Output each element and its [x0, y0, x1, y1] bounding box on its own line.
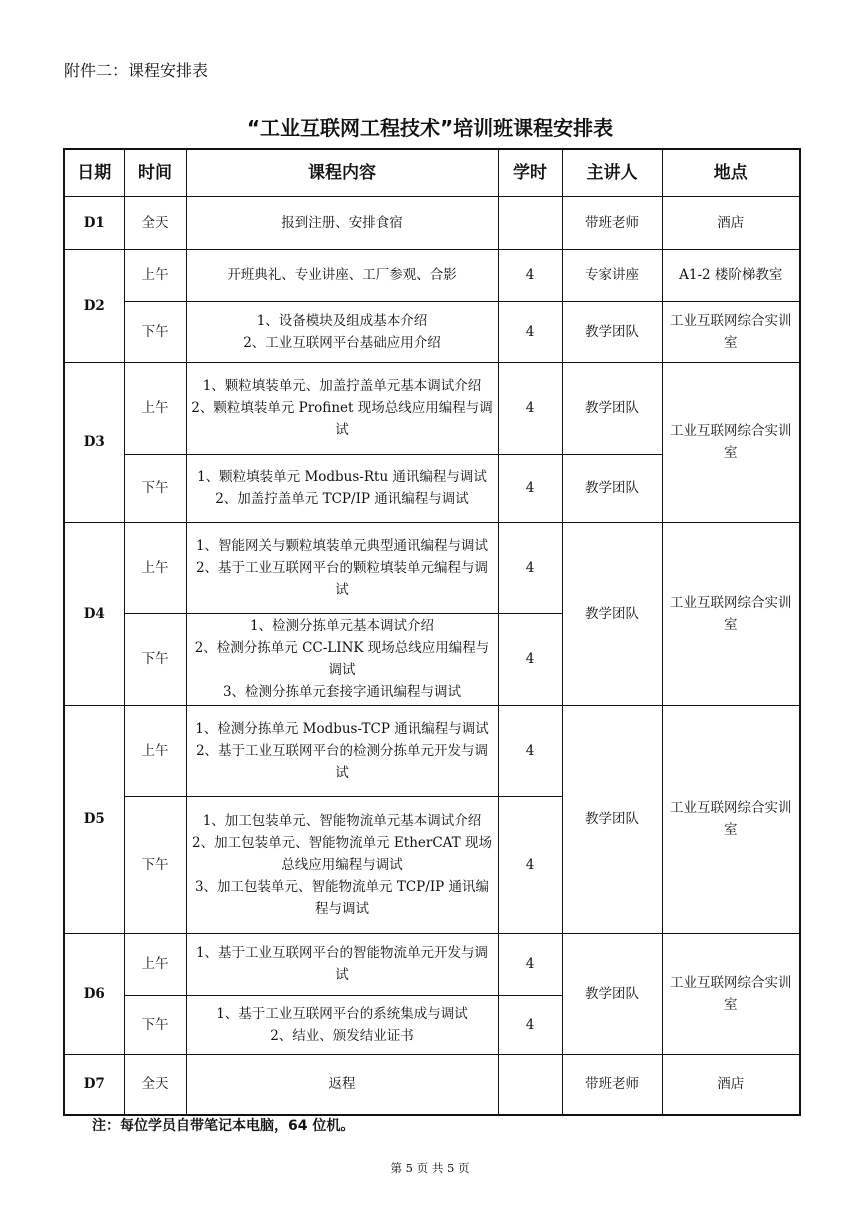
content-cell: [186, 249, 498, 301]
page-title: “工业互联网工程技术”培训班课程安排表: [246, 116, 614, 140]
time-cell: 下午: [124, 454, 186, 522]
location-cell: 酒店: [662, 196, 800, 249]
content-line: 1、基于工业互联网平台的智能物流单元开发与调试: [195, 945, 489, 983]
table-row: [64, 522, 800, 613]
content-line: 1、基于工业互联网平台的系统集成与调试: [216, 1005, 468, 1022]
content-line: 3、加工包装单元、智能物流单元 TCP/IP 通讯编程与调试: [194, 878, 490, 917]
lecturer-cell: 专家讲座: [562, 249, 662, 301]
day-cell: D2: [64, 249, 124, 362]
day-cell: D1: [64, 196, 124, 249]
time-cell: 全天: [124, 196, 186, 249]
hours-cell: 4: [498, 796, 562, 933]
content-line: 1、检测分拣单元基本调试介绍: [249, 618, 435, 634]
time-cell: 下午: [124, 796, 186, 933]
table-row: [64, 933, 800, 995]
time-cell: 全天: [124, 1054, 186, 1115]
time-cell: 下午: [124, 613, 186, 705]
hours-cell: 4: [498, 933, 562, 995]
content-cell: [186, 522, 498, 613]
content-line: 2、基于工业互联网平台的颗粒填装单元编程与调试: [195, 559, 489, 598]
content-cell: [186, 995, 498, 1054]
lecturer-cell: 教学团队: [562, 454, 662, 522]
hours-cell: 4: [498, 522, 562, 613]
attachment-label: 附件二：课程安排表: [64, 61, 209, 80]
page-number: 第 5 页 共 5 页: [390, 1161, 470, 1175]
location-cell: 工业互联网综合实训室: [662, 522, 800, 705]
time-cell: 上午: [124, 933, 186, 995]
hours-cell: 4: [498, 613, 562, 705]
content-line: 2、颗粒填装单元 Profinet 现场总线应用编程与调试: [191, 400, 493, 438]
content-cell: [186, 362, 498, 454]
time-cell: 下午: [124, 995, 186, 1054]
lecturer-cell: 教学团队: [562, 705, 662, 933]
location-cell: 酒店: [662, 1054, 800, 1115]
course-schedule-table: [63, 148, 801, 1116]
hours-cell: 4: [498, 995, 562, 1054]
hours-cell: 4: [498, 301, 562, 362]
content-line: 2、加工包装单元、智能物流单元 EtherCAT 现场总线应用编程与调试: [192, 834, 492, 873]
header-date: 日期: [64, 149, 124, 196]
location-cell: A1-2 楼阶梯教室: [662, 249, 800, 301]
hours-cell: 4: [498, 454, 562, 522]
lecturer-cell: 教学团队: [562, 522, 662, 705]
day-cell: D7: [64, 1054, 124, 1115]
header-lecturer: 主讲人: [562, 149, 662, 196]
content-cell: [186, 196, 498, 249]
time-cell: 上午: [124, 522, 186, 613]
location-cell: 工业互联网综合实训室: [662, 362, 800, 522]
hours-cell: 4: [498, 705, 562, 796]
location-cell: 工业互联网综合实训室: [662, 301, 800, 362]
table-row: [64, 196, 800, 249]
day-cell: D4: [64, 522, 124, 705]
lecturer-cell: 教学团队: [562, 933, 662, 1054]
header-row: [64, 149, 800, 196]
content-line: 2、结业、颁发结业证书: [270, 1027, 414, 1044]
content-line: 报到注册、安排食宿: [281, 214, 403, 231]
lecturer-cell: 带班老师: [562, 1054, 662, 1115]
content-line: 1、智能网关与颗粒填装单元典型通讯编程与调试: [195, 537, 489, 554]
content-line: 1、设备模块及组成基本介绍: [256, 312, 428, 329]
content-line: 2、加盖拧盖单元 TCP/IP 通讯编程与调试: [215, 491, 469, 507]
day-cell: D5: [64, 705, 124, 933]
content-cell: [186, 301, 498, 362]
time-cell: 上午: [124, 362, 186, 454]
content-line: 2、工业互联网平台基础应用介绍: [243, 334, 441, 351]
content-cell: [186, 933, 498, 995]
time-cell: 下午: [124, 301, 186, 362]
content-line: 1、颗粒填装单元、加盖拧盖单元基本调试介绍: [202, 378, 482, 394]
content-cell: [186, 613, 498, 705]
header-location: 地点: [662, 149, 800, 196]
hours-cell: [498, 196, 562, 249]
content-line: 1、检测分拣单元 Modbus-TCP 通讯编程与调试: [195, 720, 489, 737]
content-line: 1、加工包装单元、智能物流单元基本调试介绍: [202, 812, 482, 829]
footnote: 注：每位学员自带笔记本电脑，64 位机。: [92, 1118, 355, 1134]
content-cell: [186, 1054, 498, 1115]
content-line: 1、颗粒填装单元 Modbus-Rtu 通讯编程与调试: [197, 469, 487, 485]
table-row: [64, 1054, 800, 1115]
content-line: 2、检测分拣单元 CC-LINK 现场总线应用编程与调试: [194, 640, 490, 678]
content-line: 2、基于工业互联网平台的检测分拣单元开发与调试: [195, 742, 489, 781]
time-cell: 上午: [124, 705, 186, 796]
content-line: 开班典礼、专业讲座、工厂参观、合影: [227, 267, 457, 283]
location-cell: 工业互联网综合实训室: [662, 705, 800, 933]
hours-cell: 4: [498, 362, 562, 454]
hours-cell: 4: [498, 249, 562, 301]
location-cell: 工业互联网综合实训室: [662, 933, 800, 1054]
header-content: 课程内容: [186, 149, 498, 196]
content-line: 返程: [328, 1076, 356, 1093]
header-time: 时间: [124, 149, 186, 196]
content-line: 3、检测分拣单元套接字通讯编程与调试: [222, 684, 462, 700]
content-cell: [186, 454, 498, 522]
time-cell: 上午: [124, 249, 186, 301]
lecturer-cell: 带班老师: [562, 196, 662, 249]
table-row: [64, 301, 800, 362]
content-cell: [186, 705, 498, 796]
table-row: [64, 705, 800, 796]
lecturer-cell: 教学团队: [562, 301, 662, 362]
table-row: [64, 362, 800, 454]
content-cell: [186, 796, 498, 933]
day-cell: D3: [64, 362, 124, 522]
day-cell: D6: [64, 933, 124, 1054]
lecturer-cell: 教学团队: [562, 362, 662, 454]
header-hours: 学时: [498, 149, 562, 196]
table-row: [64, 249, 800, 301]
hours-cell: [498, 1054, 562, 1115]
